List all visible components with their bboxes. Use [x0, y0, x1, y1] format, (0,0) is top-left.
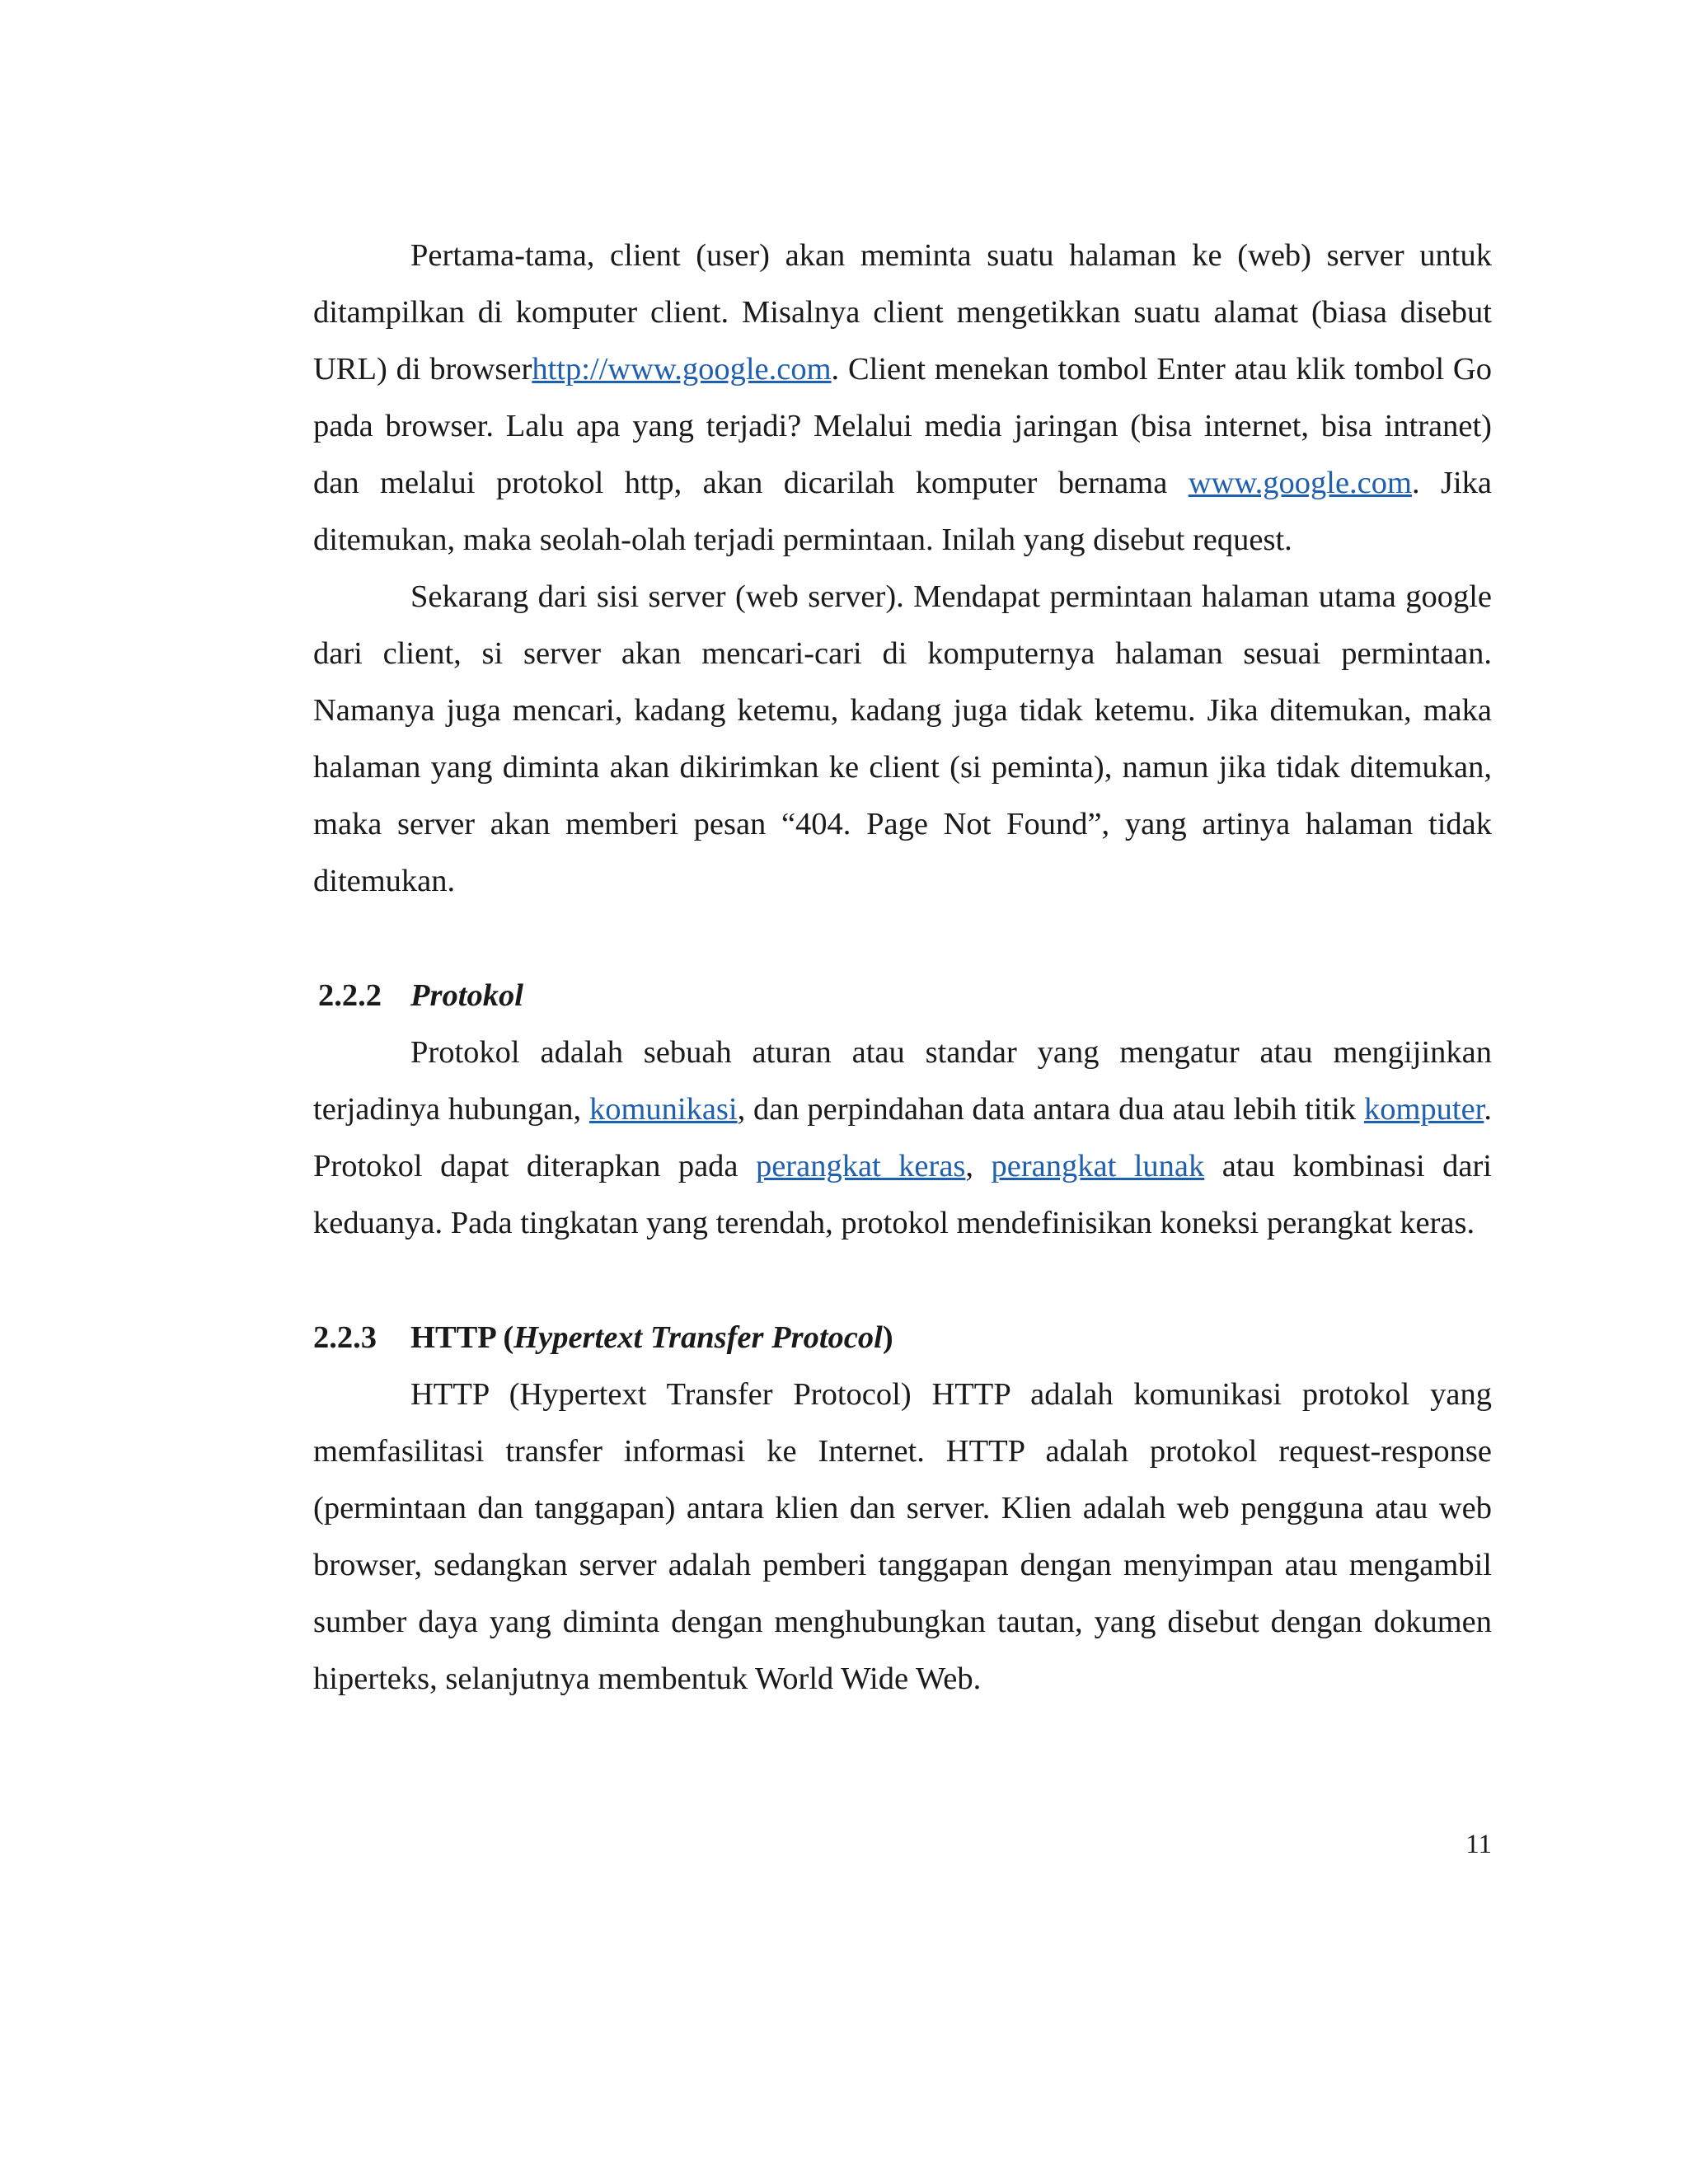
google-url-link[interactable]: http://www.google.com [532, 352, 832, 387]
paragraph-response: Sekarang dari sisi server (web server). Mendapat permintaan halaman utama google dari client, si server akan mencari-cari di komputernya halaman sesuai permintaan. Namanya juga mencari, kadang ketemu, kadang juga tidak ketemu. Jika ditemukan, maka halaman yang diminta akan dikirimkan ke client (si peminta), namun jika tidak ditemukan, maka server akan memberi pesan “404. Page Not Found”, yang artinya halaman tidak ditemukan. [313, 579, 1492, 898]
section-spacer [313, 910, 1492, 968]
document-page [313, 227, 1492, 1708]
komputer-link[interactable]: komputer [1363, 1092, 1484, 1127]
paragraph-text: . Jika ditemukan, maka seolah-olah terjadi permintaan. Inilah yang disebut request. [313, 466, 1492, 557]
paragraph-http: HTTP (Hypertext Transfer Protocol) HTTP adalah komunikasi protokol yang memfasilitasi transfer informasi ke Internet. HTTP adalah protokol request-response (permintaan dan tanggapan) antara klien dan server. Klien adalah web pengguna atau web browser, sedangkan server adalah pemberi tanggapan dengan menyimpan atau mengambil sumber daya yang diminta dengan menghubungkan tautan, yang disebut dengan dokumen hiperteks, selanjutnya membentuk World Wide Web. [313, 1377, 1492, 1696]
paragraph-text: , dan perpindahan data antara dua atau lebih titik [737, 1092, 1364, 1127]
section-title-italic: Hypertext Transfer Protocol [513, 1320, 883, 1355]
section-title-suffix: ) [882, 1320, 893, 1355]
paragraph-text: Protokol adalah sebuah aturan atau standar yang mengatur atau mengijinkan terjadinya hubungan, [313, 1035, 1492, 1127]
paragraph-text: . Client menekan tombol Enter atau klik tombol Go pada browser. Lalu apa yang terjadi? Melalui media jaringan (bisa internet, bisa intranet) dan melalui protokol http, akan dicarilah komputer bernama [313, 352, 1492, 500]
section-number: 2.2.2 [318, 978, 382, 1013]
paragraph-text: atau kombinasi dari keduanya. Pada tingkatan yang terendah, protokol mendefinisikan koneksi perangkat keras. [313, 1149, 1492, 1240]
section-heading-protokol [313, 968, 1492, 1024]
komunikasi-link[interactable]: komunikasi [588, 1092, 738, 1127]
page-number: 11 [1465, 1830, 1492, 1859]
paragraph-text: , [965, 1149, 992, 1183]
paragraph-text: Pertama-tama, client (user) akan meminta suatu halaman ke (web) server untuk ditampilkan di komputer client. Misalnya client mengetikkan suatu alamat (biasa disebut URL) di browser [313, 238, 1492, 387]
section-spacer [313, 1252, 1492, 1310]
section-number: 2.2.3 [313, 1320, 377, 1355]
paragraph-text: . Protokol dapat diterapkan pada [313, 1092, 1492, 1183]
perangkat-lunak-link[interactable]: perangkat lunak [991, 1149, 1205, 1183]
perangkat-keras-link[interactable]: perangkat keras [755, 1149, 966, 1183]
section-title: Protokol [410, 978, 523, 1013]
section-heading-http [313, 1310, 1492, 1366]
google-domain-link[interactable]: www.google.com [1188, 466, 1412, 500]
section-title-prefix: HTTP ( [410, 1320, 514, 1355]
paragraph-protokol [313, 1024, 1492, 1252]
paragraph-request [313, 227, 1492, 569]
